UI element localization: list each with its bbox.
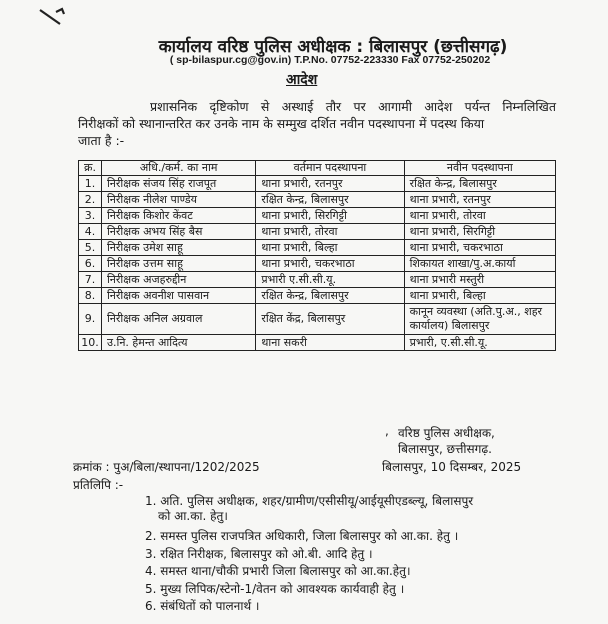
row-officer-name: निरीक्षक नीलेश पाण्डेय	[101, 192, 255, 208]
table-row	[79, 335, 556, 351]
row-new-posting: कानून व्यवस्था (अति.पु.अ., शहर कार्यालय) बिलासपुर	[404, 304, 555, 335]
reference-number: क्रमांक : पुअ/बिला/स्थापना/1202/2025	[73, 460, 260, 474]
row-new-posting: थाना प्रभारी, बिल्हा	[404, 288, 555, 304]
copy-item: 3. रक्षित निरीक्षक, बिलासपुर को ओ.बी. आदि हेतु ।	[145, 547, 373, 561]
copy-item: 1. अति. पुलिस अधीक्षक, शहर/ग्रामीण/एसीसीयू/आईयूसीएडब्ल्यू, बिलासपुर	[145, 494, 474, 508]
transfer-table	[78, 160, 556, 351]
header-serial: क्र.	[79, 161, 102, 176]
intro-line-3: जाता है :-	[78, 133, 125, 148]
row-new-posting: थाना प्रभारी मस्तुरी	[404, 272, 555, 288]
row-serial: 6.	[79, 256, 102, 272]
table-row	[79, 304, 556, 335]
signature-place: बिलासपुर, छत्तीसगढ़.	[398, 442, 492, 456]
table-row	[79, 192, 556, 208]
row-current-posting: रक्षित केन्द्र, बिलासपुर	[256, 192, 404, 208]
row-new-posting: थाना प्रभारी, सिरगिट्टी	[404, 224, 555, 240]
row-officer-name: निरीक्षक अजहरुद्दीन	[101, 272, 255, 288]
table-row	[79, 272, 556, 288]
pen-mark-icon	[36, 6, 66, 28]
row-new-posting: शिकायत शाखा/पु.अ.कार्या	[404, 256, 555, 272]
table-row	[79, 176, 556, 192]
row-serial: 10.	[79, 335, 102, 351]
office-contact: ( sp-bilaspur.cg@gov.in) T.P.No. 07752-223330 Fax 07752-250202	[169, 54, 491, 66]
row-current-posting: थाना प्रभारी, रतनपुर	[256, 176, 404, 192]
row-current-posting: थाना प्रभारी, बिल्हा	[256, 240, 404, 256]
copy-item: 6. संबंधितों को पालनार्थ ।	[145, 599, 260, 613]
row-serial: 4.	[79, 224, 102, 240]
copy-item: 5. मुख्य लिपिक/स्टेनो-1/वेतन को आवश्यक कार्यवाही हेतु ।	[145, 582, 405, 596]
table-row	[79, 288, 556, 304]
table-row	[79, 224, 556, 240]
row-serial: 8.	[79, 288, 102, 304]
row-serial: 1.	[79, 176, 102, 192]
copy-to-label: प्रतिलिपि :-	[73, 478, 124, 492]
copy-item: 2. समस्त पुलिस राजपत्रित अधिकारी, जिला बिलासपुर को आ.का. हेतु ।	[145, 529, 459, 543]
order-intro	[78, 98, 556, 149]
row-new-posting: थाना प्रभारी, रतनपुर	[404, 192, 555, 208]
place-date: बिलासपुर, 10 दिसम्बर, 2025	[382, 460, 522, 474]
table-row	[79, 256, 556, 272]
header-name: अधि./कर्म. का नाम	[101, 161, 255, 176]
order-heading: आदेश	[286, 72, 318, 88]
row-officer-name: निरीक्षक संजय सिंह राजपूत	[101, 176, 255, 192]
row-officer-name: निरीक्षक अनिल अग्रवाल	[101, 304, 255, 335]
row-officer-name: निरीक्षक अभय सिंह बैस	[101, 224, 255, 240]
row-current-posting: थाना प्रभारी, तोरवा	[256, 224, 404, 240]
copy-item-continuation: को आ.का. हेतु।	[158, 509, 228, 523]
row-serial: 2.	[79, 192, 102, 208]
office-title: कार्यालय वरिष्ठ पुलिस अधीक्षक : बिलासपुर (छत्तीसगढ़)	[158, 37, 508, 57]
row-current-posting: थाना सकरी	[256, 335, 404, 351]
table-header-row	[79, 161, 556, 176]
row-new-posting: प्रभारी, ए.सी.सी.यू.	[404, 335, 555, 351]
intro-line-2: निरीक्षकों को स्थानान्तरित कर उनके नाम के सम्मुख दर्शित नवीन पदस्थापना में पदस्थ किया	[78, 116, 485, 131]
row-new-posting: थाना प्रभारी, चकरभाठा	[404, 240, 555, 256]
row-officer-name: निरीक्षक किशोर केंवट	[101, 208, 255, 224]
row-serial: 5.	[79, 240, 102, 256]
copy-item: 4. समस्त थाना/चौकी प्रभारी जिला बिलासपुर को आ.का.हेतु।	[145, 564, 411, 578]
header-current-posting: वर्तमान पदस्थापना	[256, 161, 404, 176]
row-officer-name: निरीक्षक अवनीश पासवान	[101, 288, 255, 304]
row-officer-name: निरीक्षक उमेश साहू	[101, 240, 255, 256]
table-row	[79, 208, 556, 224]
row-serial: 3.	[79, 208, 102, 224]
row-current-posting: थाना प्रभारी, सिरगिट्टी	[256, 208, 404, 224]
signature-mark: ,	[385, 424, 389, 438]
row-current-posting: रक्षित केंद्र, बिलासपुर	[256, 304, 404, 335]
row-current-posting: थाना प्रभारी, चकरभाठा	[256, 256, 404, 272]
row-serial: 7.	[79, 272, 102, 288]
row-officer-name: उ.नि. हेमन्त आदित्य	[101, 335, 255, 351]
row-serial: 9.	[79, 304, 102, 335]
row-officer-name: निरीक्षक उत्तम साहू	[101, 256, 255, 272]
header-new-posting: नवीन पदस्थापना	[404, 161, 555, 176]
row-current-posting: रक्षित केन्द्र, बिलासपुर	[256, 288, 404, 304]
signature-designation: वरिष्ठ पुलिस अधीक्षक,	[398, 426, 495, 440]
table-row	[79, 240, 556, 256]
row-new-posting: थाना प्रभारी, तोरवा	[404, 208, 555, 224]
row-current-posting: प्रभारी ए.सी.सी.यू.	[256, 272, 404, 288]
row-new-posting: रक्षित केन्द्र, बिलासपुर	[404, 176, 555, 192]
intro-line-1: प्रशासनिक दृष्टिकोण से अस्थाई तौर पर आगामी आदेश पर्यन्त निम्नलिखित	[150, 99, 556, 114]
